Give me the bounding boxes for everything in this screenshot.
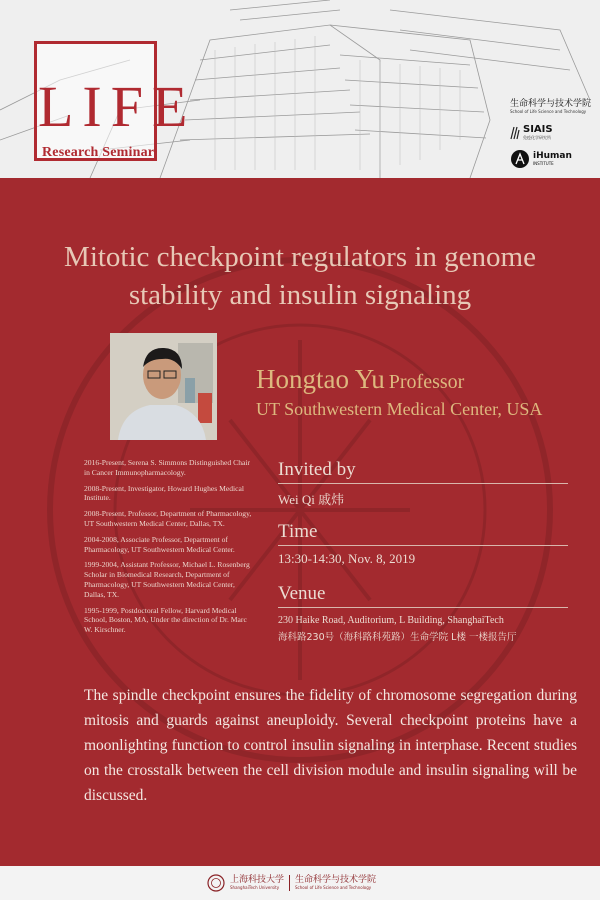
cv-entry: 2008-Present, Professor, Department of Pharmacology, UT Southwestern Medical Center, Dallas, TX. — [84, 509, 252, 528]
venue-address-cn: 海科路230号（海科路科苑路）生命学院 L楼 一楼报告厅 — [278, 632, 517, 643]
speaker-name-line — [256, 364, 464, 395]
talk-title-line-2: stability and insulin signaling — [128, 279, 472, 311]
speaker-cv — [84, 458, 256, 641]
ihuman-label: iHuman — [533, 151, 572, 161]
institution-logos — [510, 96, 598, 169]
series-logo-word: LIFE — [38, 74, 197, 139]
footer-school-cn: 生命科学与技术学院 — [295, 875, 377, 885]
footer-school-en: School of Life Science and Technology — [295, 885, 372, 890]
cv-entry: 2016-Present, Serena S. Simmons Distinguished Chair in Cancer Immunopharmacology. — [84, 458, 250, 477]
speaker-affiliation: UT Southwestern Medical Center, USA — [256, 399, 543, 419]
footer-divider — [289, 875, 290, 891]
speaker-photo — [110, 333, 217, 440]
school-logo-cn: 生命科学与技术学院 — [510, 99, 592, 109]
cv-entry: 1995-1999, Postdoctoral Fellow, Harvard Medical School, Boston, MA, Under the direction of Dr. Marc W. Kirschner. — [84, 605, 247, 635]
cv-entry: 1999-2004, Assistant Professor, Michael L. Rosenberg Scholar in Biomedical Research, Department of Pharmacology, UT Southwestern Medical Center, Dallas, TX. — [84, 560, 250, 599]
venue-section — [278, 582, 568, 645]
ihuman-logo — [510, 149, 598, 169]
siais-logo — [510, 124, 598, 141]
footer-university-cn: 上海科技大学 — [230, 875, 285, 885]
invited-value: Wei Qi 戚炜 — [278, 492, 345, 507]
time-heading: Time — [278, 520, 568, 546]
ihuman-mark-icon — [510, 149, 530, 169]
talk-title-line-1: Mitotic checkpoint regulators in genome — [64, 241, 536, 273]
footer-logos — [207, 874, 376, 892]
series-logo-subtitle: Research Seminar — [42, 145, 155, 160]
siais-label: SIAIS — [523, 124, 553, 135]
ihuman-sublabel: INSTITUTE — [533, 161, 554, 166]
cv-entry: 2004-2008, Associate Professor, Department of Pharmacology, UT Southwestern Medical Center. — [84, 534, 235, 554]
talk-title — [20, 238, 580, 314]
footer-university-en: ShanghaiTech University — [230, 885, 280, 890]
speaker-rank: Professor — [388, 371, 465, 393]
invited-heading: Invited by — [278, 458, 568, 484]
header-banner — [0, 0, 600, 178]
time-section — [278, 520, 568, 567]
invited-section — [278, 458, 568, 508]
school-logo — [510, 96, 598, 114]
university-emblem-icon — [207, 874, 225, 892]
venue-heading: Venue — [278, 582, 568, 608]
cv-entry: 2008-Present, Investigator, Howard Hughes Medical Institute. — [84, 483, 244, 503]
siais-label-cn: 免疫化学研究所 — [523, 135, 551, 140]
siais-mark-icon — [510, 126, 520, 140]
school-logo-en: School of Life Science and Technology — [510, 109, 587, 114]
footer-bar — [0, 866, 600, 900]
speaker-name: Hongtao Yu — [256, 364, 385, 394]
venue-address-en: 230 Haike Road, Auditorium, L Building, ShanghaiTech — [278, 615, 504, 626]
talk-abstract: The spindle checkpoint ensures the fidelity of chromosome segregation during mitosis and guards against aneuploidy. Several checkpoint proteins have a moonlighting function to control insulin signaling in interphase. Recent studies on the crosstalk between the cell division module and insulin signaling will be discussed. — [84, 687, 577, 804]
time-value: 13:30-14:30, Nov. 8, 2019 — [278, 551, 416, 566]
